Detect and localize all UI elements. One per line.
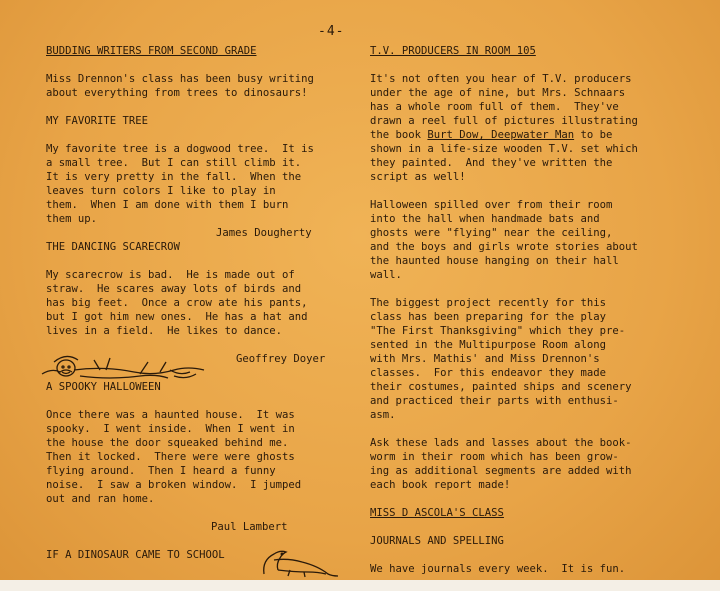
article-line: and the boys and girls wrote stories about	[370, 241, 638, 253]
book-title: Burt Dow, Deepwater Man	[427, 129, 575, 141]
story-author: Paul Lambert	[211, 521, 288, 533]
right-column	[370, 44, 690, 576]
article-line: they painted. And they've written the	[370, 157, 613, 169]
article-text: the book	[370, 129, 428, 141]
story-author: James Dougherty	[216, 227, 312, 239]
article-text: to be	[574, 129, 613, 141]
article-line: asm.	[370, 409, 396, 421]
section-heading-dascola-class: MISS D ASCOLA'S CLASS	[370, 507, 504, 519]
article-line: worm in their room which has been grow-	[370, 451, 619, 463]
article-line: "The First Thanksgiving" which they pre-	[370, 325, 626, 337]
story-line: but I got him new ones. He has a hat and	[46, 311, 308, 323]
story-line: My scarecrow is bad. He is made out of	[46, 269, 295, 281]
article-line: wall.	[370, 269, 402, 281]
story-line: Once there was a haunted house. It was	[46, 409, 295, 421]
story-line: Then it locked. There were were ghosts	[46, 451, 295, 463]
story-line: It is very pretty in the fall. When the	[46, 171, 302, 183]
article-line: class has been preparing for the play	[370, 311, 606, 323]
subheading-journals: JOURNALS AND SPELLING	[370, 535, 504, 547]
article-line: into the hall when handmade bats and	[370, 213, 600, 225]
section-heading-tv-producers: T.V. PRODUCERS IN ROOM 105	[370, 45, 536, 57]
article-line: drawn a reel full of pictures illustrating	[370, 115, 638, 127]
page-number: -4-	[318, 24, 345, 39]
article-line	[370, 128, 690, 142]
article-line: sented in the Multipurpose Room along	[370, 339, 606, 351]
dinosaur-drawing	[260, 546, 340, 578]
article-line: classes. For this endeavor they made	[370, 367, 606, 379]
article-line: with Mrs. Mathis' and Miss Drennon's	[370, 353, 600, 365]
article-line: under the age of nine, but Mrs. Schnaars	[370, 87, 626, 99]
story-title-favorite-tree: MY FAVORITE TREE	[46, 115, 149, 127]
story-line: the house the door squeaked behind me.	[46, 437, 289, 449]
story-line: leaves turn colors I like to play in	[46, 185, 276, 197]
article-line: Halloween spilled over from their room	[370, 199, 613, 211]
intro-line: Miss Drennon's class has been busy writing	[46, 73, 314, 85]
intro-line: about everything from trees to dinosaurs!	[46, 87, 308, 99]
story-title-dancing-scarecrow: THE DANCING SCARECROW	[46, 241, 180, 253]
story-line: them up.	[46, 213, 98, 225]
story-line: straw. He scares away lots of birds and	[46, 283, 302, 295]
scarecrow-drawing	[40, 352, 210, 386]
article-line: each book report made!	[370, 479, 511, 491]
article-line: and practiced their parts with enthusi-	[370, 395, 619, 407]
article-line: It's not often you hear of T.V. producers	[370, 73, 632, 85]
article-line: We have journals every week. It is fun.	[370, 563, 626, 575]
story-author: Geoffrey Doyer	[236, 353, 326, 365]
article-line: The biggest project recently for this	[370, 297, 606, 309]
story-line: has big feet. Once a crow ate his pants,	[46, 297, 308, 309]
story-line: out and ran home.	[46, 493, 155, 505]
story-title-dinosaur: IF A DINOSAUR CAME TO SCHOOL	[46, 549, 225, 561]
left-column	[46, 44, 356, 562]
story-line: a small tree. But I can still climb it.	[46, 157, 302, 169]
story-line: noise. I saw a broken window. I jumped	[46, 479, 302, 491]
article-line: shown in a life-size wooden T.V. set which	[370, 143, 638, 155]
story-line: My favorite tree is a dogwood tree. It is	[46, 143, 314, 155]
story-title-spooky-halloween: A SPOOKY HALLOWEEN	[46, 381, 161, 393]
article-line: the haunted house hanging on their hall	[370, 255, 619, 267]
article-line: script as well!	[370, 171, 466, 183]
page-edge	[0, 580, 720, 591]
story-line: flying around. Then I heard a funny	[46, 465, 276, 477]
article-line: their costumes, painted ships and scenery	[370, 381, 632, 393]
article-line: Ask these lads and lasses about the book-	[370, 437, 632, 449]
story-line: spooky. I went inside. When I went in	[46, 423, 295, 435]
article-line: ing as additional segments are added with	[370, 465, 632, 477]
story-line: them. When I am done with them I burn	[46, 199, 289, 211]
section-heading-budding-writers: BUDDING WRITERS FROM SECOND GRADE	[46, 45, 257, 57]
article-line: has a whole room full of them. They've	[370, 101, 619, 113]
story-line: lives in a field. He likes to dance.	[46, 325, 282, 337]
article-line: ghosts were "flying" near the ceiling,	[370, 227, 613, 239]
